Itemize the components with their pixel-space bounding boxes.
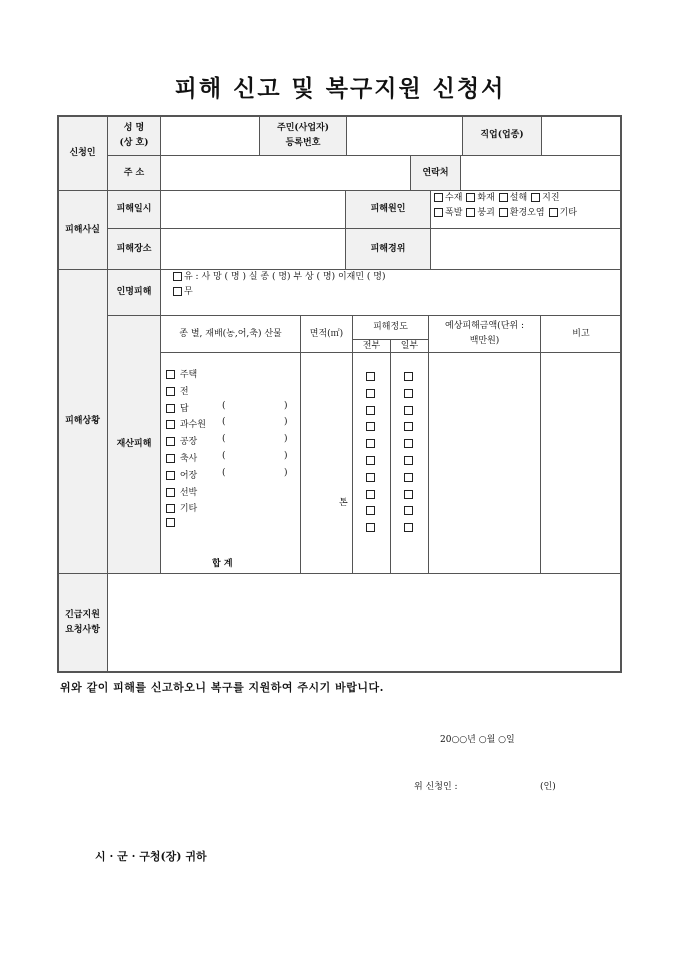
cause-option[interactable] bbox=[499, 193, 527, 203]
place-field[interactable] bbox=[160, 228, 346, 270]
checkbox-icon[interactable] bbox=[549, 208, 558, 217]
property-item-label: 답 bbox=[177, 403, 189, 414]
property-item-label: 전 bbox=[177, 386, 189, 397]
checkbox-icon[interactable] bbox=[173, 272, 182, 281]
cause-option[interactable] bbox=[499, 208, 545, 218]
seal: (인) bbox=[540, 782, 556, 792]
partial-damage-checkbox[interactable] bbox=[404, 456, 413, 465]
checkbox-icon[interactable] bbox=[173, 287, 182, 296]
addressee: 시 · 군 · 구청(장) 귀하 bbox=[95, 850, 207, 863]
emergency-label-line1: 긴급지원 bbox=[65, 610, 100, 620]
checkbox-icon[interactable] bbox=[499, 193, 508, 202]
property-item-label: 어장 bbox=[177, 470, 198, 481]
checkbox-icon[interactable] bbox=[166, 387, 175, 396]
property-item-label: 기타 bbox=[177, 504, 198, 515]
property-item[interactable] bbox=[166, 485, 197, 498]
property-item[interactable] bbox=[166, 417, 206, 430]
full-damage-checkbox[interactable] bbox=[366, 422, 375, 431]
cause-option[interactable] bbox=[434, 193, 462, 203]
property-item-label: 과수원 bbox=[177, 420, 206, 431]
cause-option-label: 화재 bbox=[477, 193, 495, 203]
form-title: 피해 신고 및 복구지원 신청서 bbox=[174, 75, 506, 102]
checkbox-icon[interactable] bbox=[166, 504, 175, 513]
partial-damage-checkbox[interactable] bbox=[404, 372, 413, 381]
address-label: 주 소 bbox=[107, 155, 161, 191]
name-label-line2: (상 호) bbox=[119, 137, 149, 148]
kind-header: 종 별, 재배(농,어,축) 산물 bbox=[160, 315, 301, 353]
place-label: 피해장소 bbox=[107, 228, 161, 270]
cause-options-row1 bbox=[434, 191, 564, 206]
cause-option[interactable] bbox=[466, 193, 494, 203]
area-header: 면적(㎡) bbox=[300, 315, 353, 353]
checkbox-icon[interactable] bbox=[166, 488, 175, 497]
partial-damage-checkbox[interactable] bbox=[404, 439, 413, 448]
partial-damage-checkbox[interactable] bbox=[404, 523, 413, 532]
checkbox-icon[interactable] bbox=[166, 471, 175, 480]
full-damage-checkbox[interactable] bbox=[366, 506, 375, 515]
property-item-label: 공장 bbox=[177, 437, 198, 448]
human-yes-text: 유 : 사 망 ( 명 ) 실 종 ( 명) 부 상 ( 명) 이재민 ( 명) bbox=[184, 272, 386, 282]
checkbox-icon[interactable] bbox=[166, 404, 175, 413]
cause-option[interactable] bbox=[434, 208, 462, 218]
human-yes-option[interactable] bbox=[173, 270, 385, 285]
name-label bbox=[107, 115, 161, 156]
datetime-label: 피해일시 bbox=[107, 190, 161, 229]
human-no-option[interactable] bbox=[173, 285, 193, 300]
id-label-line1: 주민(사업자) bbox=[277, 122, 329, 133]
amount-column[interactable] bbox=[428, 352, 541, 574]
full-damage-checkbox[interactable] bbox=[366, 389, 375, 398]
property-damage-label: 재산피해 bbox=[107, 315, 161, 574]
process-field[interactable] bbox=[430, 228, 622, 270]
cause-label: 피해원인 bbox=[345, 190, 431, 229]
emergency-label-line2: 요청사항 bbox=[65, 625, 100, 635]
checkbox-icon[interactable] bbox=[466, 193, 475, 202]
full-damage-checkbox[interactable] bbox=[366, 406, 375, 415]
job-field[interactable] bbox=[541, 115, 622, 156]
cause-options bbox=[430, 190, 622, 229]
partial-header: 일부 bbox=[390, 339, 429, 353]
full-damage-checkbox[interactable] bbox=[366, 439, 375, 448]
human-damage-options bbox=[160, 269, 622, 316]
cause-option-label: 수재 bbox=[445, 193, 463, 203]
datetime-field[interactable] bbox=[160, 190, 346, 229]
checkbox-icon[interactable] bbox=[531, 193, 540, 202]
id-number-field[interactable] bbox=[346, 115, 463, 156]
job-label: 직업(업종) bbox=[462, 115, 542, 156]
area-column[interactable] bbox=[300, 352, 353, 574]
cause-option[interactable] bbox=[549, 208, 577, 218]
property-item[interactable] bbox=[166, 451, 197, 464]
full-header: 전부 bbox=[352, 339, 391, 353]
date: 20○○년 ○월 ○일 bbox=[440, 735, 515, 745]
cause-option-label: 환경오염 bbox=[509, 208, 545, 218]
paren-mark: ( bbox=[222, 467, 226, 478]
note-column[interactable] bbox=[540, 352, 622, 574]
paren-mark: ( bbox=[222, 417, 226, 428]
name-label-line1: 성 명 bbox=[123, 122, 145, 133]
partial-damage-checkbox[interactable] bbox=[404, 490, 413, 499]
property-item[interactable] bbox=[166, 518, 177, 528]
damage-status-section-label: 피해상황 bbox=[57, 269, 108, 574]
property-item[interactable] bbox=[166, 384, 189, 397]
checkbox-icon[interactable] bbox=[434, 193, 443, 202]
full-damage-checkbox[interactable] bbox=[366, 523, 375, 532]
emergency-label bbox=[57, 573, 108, 673]
cause-option-label: 폭발 bbox=[445, 208, 463, 218]
partial-damage-checkbox[interactable] bbox=[404, 473, 413, 482]
address-field[interactable] bbox=[160, 155, 411, 191]
property-item[interactable] bbox=[166, 468, 197, 481]
contact-field[interactable] bbox=[460, 155, 622, 191]
partial-damage-checkbox[interactable] bbox=[404, 389, 413, 398]
partial-damage-checkbox[interactable] bbox=[404, 406, 413, 415]
checkbox-icon[interactable] bbox=[166, 420, 175, 429]
cause-options-row2 bbox=[434, 206, 581, 221]
contact-label: 연락처 bbox=[410, 155, 461, 191]
damage-fact-section-label: 피해사실 bbox=[57, 190, 108, 270]
total-label: 합 계 bbox=[212, 559, 233, 569]
checkbox-icon[interactable] bbox=[166, 437, 175, 446]
id-label-line2: 등록번호 bbox=[285, 137, 321, 148]
checkbox-icon[interactable] bbox=[166, 370, 175, 379]
cause-option-label: 기타 bbox=[559, 208, 577, 218]
cause-option-label: 붕괴 bbox=[477, 208, 495, 218]
paren-mark: ( bbox=[222, 434, 226, 445]
property-item[interactable] bbox=[166, 434, 197, 447]
degree-header: 피해정도 bbox=[352, 315, 429, 340]
cause-option-label: 설해 bbox=[509, 193, 528, 203]
full-damage-checkbox[interactable] bbox=[366, 490, 375, 499]
process-label: 피해경위 bbox=[345, 228, 431, 270]
amount-header: 예상피해금액(단위 : 백만원) bbox=[428, 315, 541, 353]
human-no-text: 무 bbox=[184, 287, 193, 297]
property-item[interactable] bbox=[166, 367, 197, 380]
name-field[interactable] bbox=[160, 115, 260, 156]
paren-mark: ) bbox=[284, 417, 288, 428]
cause-option-label: 지진 bbox=[542, 193, 560, 203]
checkbox-icon[interactable] bbox=[434, 208, 443, 217]
statement: 위와 같이 피해를 신고하오니 복구를 지원하여 주시기 바랍니다. bbox=[60, 681, 384, 694]
id-number-label bbox=[259, 115, 347, 156]
partial-damage-checkbox[interactable] bbox=[404, 506, 413, 515]
checkbox-icon[interactable] bbox=[166, 454, 175, 463]
property-item-label: 선박 bbox=[177, 487, 198, 498]
full-damage-checkbox[interactable] bbox=[366, 372, 375, 381]
paren-mark: ( bbox=[222, 451, 226, 461]
applicant-section-label: 신청인 bbox=[57, 115, 108, 191]
checkbox-icon[interactable] bbox=[166, 518, 175, 527]
emergency-field[interactable] bbox=[107, 573, 622, 673]
paren-mark: ( bbox=[222, 400, 226, 411]
note-header: 비고 bbox=[540, 315, 622, 353]
paren-mark: ) bbox=[284, 434, 288, 445]
paren-mark: ) bbox=[284, 467, 288, 478]
human-damage-label: 인명피해 bbox=[107, 269, 161, 316]
property-item-label: 축사 bbox=[177, 454, 198, 464]
full-damage-checkbox[interactable] bbox=[366, 473, 375, 482]
cause-option[interactable] bbox=[466, 208, 494, 218]
property-item[interactable] bbox=[166, 501, 197, 514]
cause-option[interactable] bbox=[531, 193, 559, 203]
full-damage-checkbox[interactable] bbox=[366, 456, 375, 465]
signer-label: 위 신청인 : bbox=[414, 782, 458, 792]
property-item[interactable] bbox=[166, 401, 189, 414]
paren-mark: ) bbox=[284, 451, 288, 461]
paren-mark: ) bbox=[284, 400, 288, 411]
property-item-label: 주택 bbox=[177, 370, 198, 380]
checkbox-icon[interactable] bbox=[466, 208, 475, 217]
ton-unit: 톤 bbox=[339, 498, 348, 508]
checkbox-icon[interactable] bbox=[499, 208, 508, 217]
partial-damage-checkbox[interactable] bbox=[404, 422, 413, 431]
